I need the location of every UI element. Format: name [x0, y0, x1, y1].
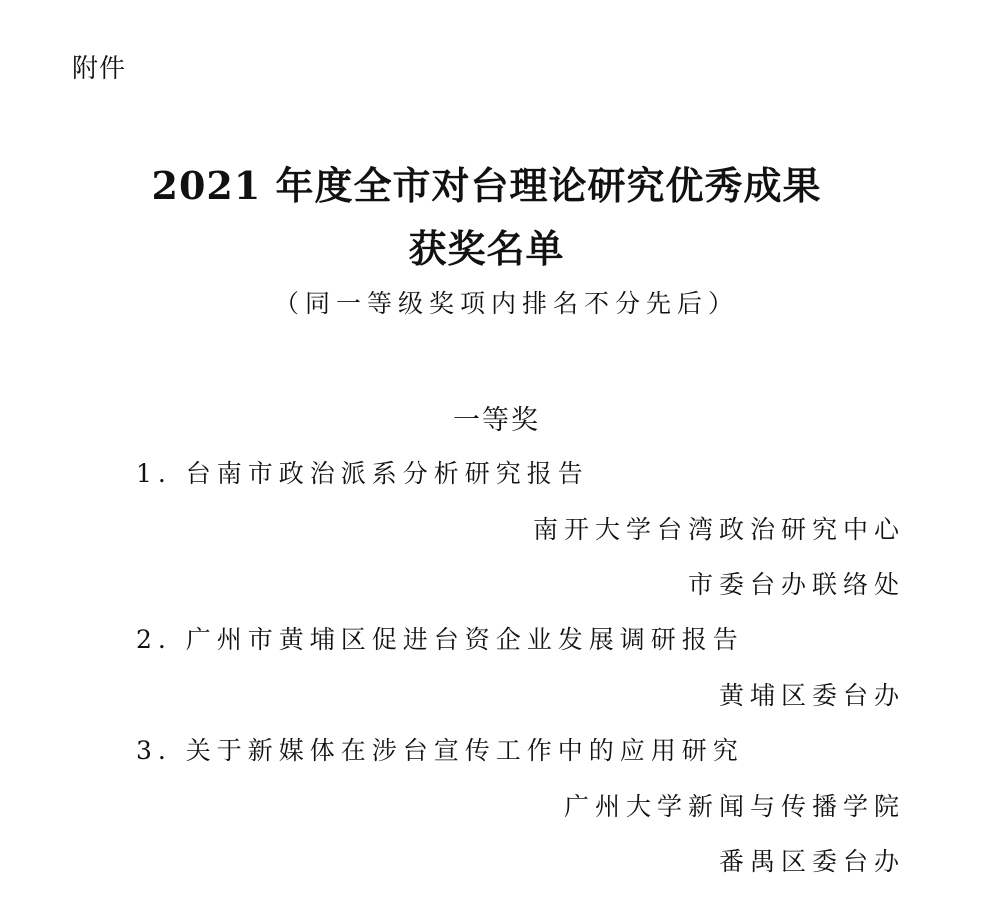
- ranking-note: （同一等级奖项内排名不分先后）: [273, 289, 739, 318]
- award-entry-title: 1. 台南市政治派系分析研究报告: [136, 459, 589, 488]
- document-title-line-2: 获奖名单: [408, 226, 565, 271]
- award-entry-title: 2. 广州市黄埔区促进台资企业发展调研报告: [136, 625, 744, 654]
- award-entry-organization: 广州大学新闻与传播学院: [563, 792, 905, 821]
- attachment-label: 附件: [72, 54, 127, 84]
- document-title-line-1: 2021 年度全市对台理论研究优秀成果: [151, 163, 822, 208]
- section-heading-first-prize: 一等奖: [453, 405, 540, 436]
- award-entry-title: 3. 关于新媒体在涉台宣传工作中的应用研究: [136, 736, 744, 765]
- award-entry-organization: 市委台办联络处: [687, 570, 905, 599]
- award-entry-organization: 番禺区委台办: [718, 847, 905, 876]
- award-entry-organization: 黄埔区委台办: [718, 681, 905, 710]
- award-entry-organization: 南开大学台湾政治研究中心: [532, 515, 905, 544]
